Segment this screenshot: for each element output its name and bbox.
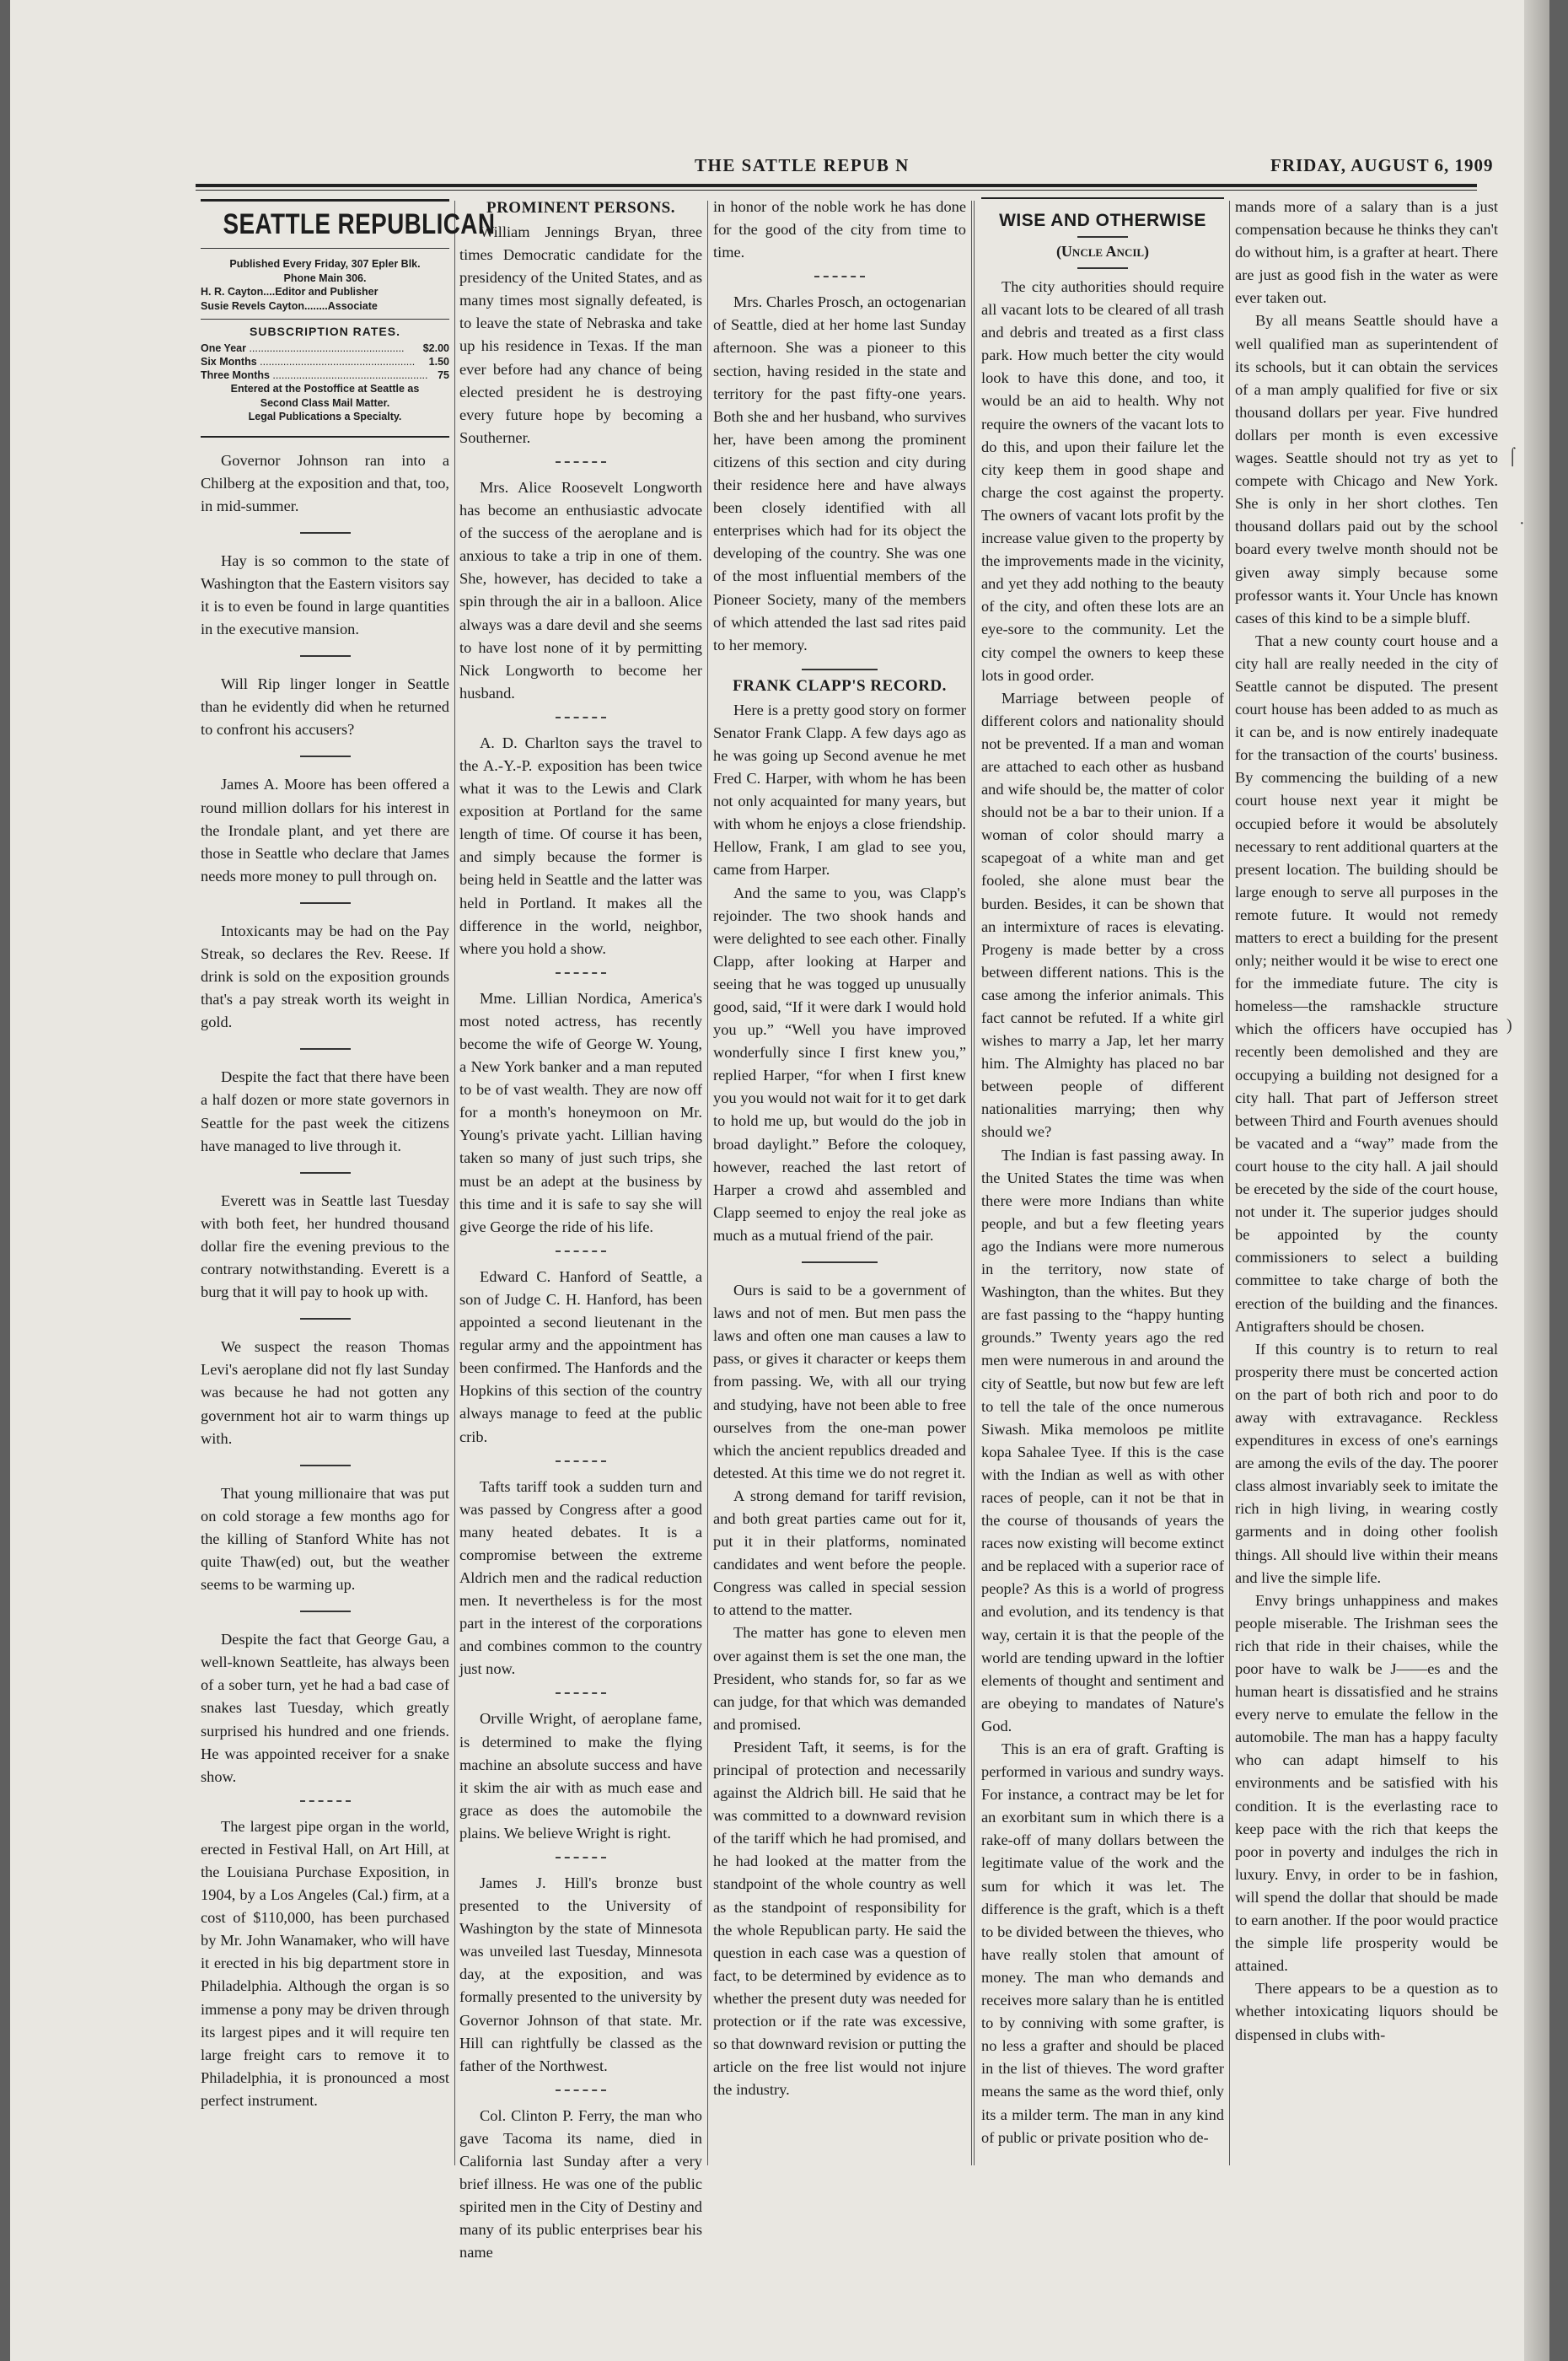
section-heading: PROMINENT PERSONS.	[486, 199, 675, 217]
phone-line: Phone Main 306.	[283, 272, 367, 284]
item-separator	[556, 1250, 606, 1252]
item-separator	[556, 1460, 606, 1462]
masthead-date: FRIDAY, AUGUST 6, 1909	[1270, 155, 1494, 175]
paragraph: A strong demand for tariff revision, and both great parties came out for it, put it in their platforms, nominated candidates and went before the people. Congress was called in special session to attend to the matter.	[713, 1487, 966, 1619]
pencil-mark-icon: ·	[1519, 514, 1525, 533]
paragraph: Ours is said to be a government of laws and not of men. But men pass the laws and often one man causes a law to pass, or gives it character or keeps them from passing. We, with all our trying and studying, have not been able to free ourselves from the one-man power which the ancient republics dreaded and detested. At this time we do not regret it.	[713, 1282, 966, 1482]
pencil-mark-icon: )	[1506, 1016, 1512, 1035]
paragraph: Everett was in Seattle last Tuesday with both feet, her hundred thousand dollar fire the evening previous to the contrary notwithstanding. Everett is a burg that it will pay to hook up with.	[201, 1191, 449, 1301]
section-heading: FRANK CLAPP'S RECORD.	[733, 676, 947, 695]
item-separator	[556, 1857, 606, 1858]
item-separator	[300, 1465, 351, 1466]
item-separator	[300, 1318, 351, 1320]
paragraph: And the same to you, was Clapp's rejoinder. The two shook hands and were delighted to see each other. Finally Clapp, after looking at Harper and seeing that he was togged up unusually good, said, “If it were dark I would hold you up.” “Well you have improved wonderfully since I first knew you,” replied Harper, “for when I first knew you you would not wait for it to get dark to hold me up, but would do the job in broad daylight.” Before the coloquey, however, reached the last retort of Harper a crowd ahd assembled and Clapp seemed to enjoy the real joke as much as a mutual friend of the pair.	[713, 884, 966, 1244]
associate-line: Susie Revels Cayton........Associate	[201, 299, 378, 312]
box-top-rule	[201, 199, 449, 202]
item-separator	[556, 1692, 606, 1694]
paragraph: Despite the fact that George Gau, a well-known Seattleite, has always been of a sober turn, yet he had a bad case of snakes last Tuesday, which greatly surprised his hundred and one friends. He was appointed receiver for a snake show.	[201, 1631, 449, 1785]
newspaper-page	[10, 0, 1549, 2361]
paragraph: By all means Seattle should have a well qualified man as superintendent of its schools, but it can obtain the services of a man amply qualified for five or six thousand dollars per year. Five hundred dollars per month is even excessive wages. Seattle should not try as yet to compete with Chicago and New York. She is only in her short clothes. Ten thousand dollars paid out by the school board every twelve month should not be given away simply because some professor wants it. Your Uncle has known cases of this kind to be a simple bluff.	[1235, 312, 1498, 627]
paragraph: James A. Moore has been offered a round million dollars for his interest in the Irondale plant, and yet there are those in Seattle who declare that James needs more money to pull through on.	[201, 776, 449, 885]
column-separator	[707, 201, 708, 2165]
masthead-title: THE SATTLE REPUB N	[695, 155, 910, 175]
column-5	[1235, 196, 1498, 2169]
masthead-rule-thick	[196, 184, 1477, 187]
rate-label: Three Months .....	[201, 368, 438, 382]
second-class-line: Second Class Mail Matter.	[260, 396, 390, 409]
item-separator	[556, 461, 606, 463]
section-heading: WISE AND OTHERWISE	[999, 211, 1206, 230]
paragraph: Mrs. Alice Roosevelt Longworth has become an enthusiastic advocate of the success of the aeroplane and is anxious to take a trip in one of them. She, however, has decided to take a spin through the air in a balloon. Alice always was a dare devil and she seems to have lost none of it by permitting Nick Longworth to become her husband.	[459, 478, 702, 702]
paragraph: James J. Hill's bronze bust presented to the University of Washington by the state of Minnesota was unveiled last Tuesday, Minnesota day, at the exposition, and was formally presented to the university by Governor Johnson of that state. Mr. Hill can rightfully be classed as the father of the Northwest.	[459, 1874, 702, 2074]
rate-row	[201, 342, 449, 355]
paragraph: Hay is so common to the state of Washington that the Eastern visitors say it is to even be found in large quantities in the executive mansion.	[201, 551, 449, 638]
column-1	[201, 196, 496, 2169]
item-separator	[814, 276, 865, 277]
item-separator	[802, 1261, 878, 1263]
rate-value: 1.50	[428, 356, 449, 368]
paragraph: The largest pipe organ in the world, erected in Festival Hall, on Art Hill, at the Louisiana Purchase Exposition, in 1904, by a Los Angeles (Cal.) firm, at a cost of $110,000, has been purchased by Mr. John Wanamaker, who will have it erected in his big department store in Philadelphia. Although the organ is so immense a pony may be driven through its largest pipes and it will require ten large freight cars to remove it to Philadelphia, it is pronounced a most perfect instrument.	[201, 1817, 449, 2109]
paragraph: The city authorities should require all vacant lots to be cleared of all trash and debris and treated as a first class park. How much better the city would look to have this done, and too, it would be an aid to health. Why not require the owners of the vacant lots to do this, and upon their failure let the city keep them in good shape and charge the cost against the property. The owners of vacant lots profit by the increase value given to the property by the improvements made in the vicinity, and yet they add nothing to the beauty of the city, and often these lots are an eye-sore to the community. Let the city compel the owners to keep these lots in good order.	[981, 278, 1224, 684]
heading-rule	[1077, 267, 1128, 269]
heading-rule	[1077, 236, 1128, 238]
paragraph: There appears to be a question as to whether intoxicating liquors should be dispensed in clubs with-	[1235, 1980, 1498, 2043]
paragraph: President Taft, it seems, is for the principal of protection and necessarily against the Aldrich bill. He said that he was committed to a downward revision of the tariff which he had promised, and he had looked at the matter from the standpoint of the whole country as well as the standpoint of responsibility for the whole Republican party. He said the question in each case was a question of fact, to be determined by evidence as to whether the present duty was needed for protection or if the rate was excessive, so that downward revision or putting the article on the free list would not injure the industry.	[713, 1738, 966, 2099]
page-edge-shadow	[1524, 0, 1549, 2361]
editor-line: H. R. Cayton....Editor and Publisher	[201, 286, 379, 298]
entered-line: Entered at the Postoffice at Seattle as	[230, 383, 420, 395]
rate-label: One Year .....	[201, 342, 423, 355]
paragraph: The matter has gone to eleven men over against them is set the one man, the President, who stands for, so far as we can judge, for that which was demanded and promised.	[713, 1624, 966, 1733]
paragraph: in honor of the noble work he has done for the good of the city from time to time.	[713, 198, 966, 261]
item-separator	[556, 972, 606, 974]
column-4	[981, 196, 1224, 2169]
paragraph: This is an era of graft. Grafting is performed in various and sundry ways. For instance, a contract may be let for an exorbitant sum in which there is a rake-off of many dollars between the legitimate value of the work and the sum for which it was let. The difference is the graft, which is a theft to be divided between the thieves, who have really stolen that amount of money. The man who demands and receives more salary than he is entitled to by conniving with some grafter, is no less a grafter and should be placed in the list of thieves. The word grafter means the same as the word thief, only its a milder term. The man in any kind of public or private position who de-	[981, 1740, 1224, 2146]
paragraph: Here is a pretty good story on former Senator Frank Clapp. A few days ago as he was going up Second avenue he met Fred C. Harper, with whom he has been not only acquainted for many years, but with whom he enjoys a close friendship. Hellow, Frank, I am glad to see you, came from Harper.	[713, 701, 966, 879]
paragraph: Intoxicants may be had on the Pay Streak, so declares the Rev. Reese. If drink is sold on the exposition grounds that's a pay streak worth its weight in gold.	[201, 922, 449, 1031]
rate-value: 75	[438, 369, 449, 381]
item-separator	[300, 902, 351, 904]
column-2	[459, 196, 702, 2262]
paragraph: Edward C. Hanford of Seattle, a son of Judge C. H. Hanford, has been appointed a second lieutenant in the regular army and the appointment has been confirmed. The Hanfords and the Hopkins of this section of the country always manage to feed at the public crib.	[459, 1267, 702, 1445]
paragraph: We suspect the reason Thomas Levi's aeroplane did not fly last Sunday was because he had not gotten any government hot air to warm things up with.	[201, 1338, 449, 1447]
box-rule	[201, 248, 449, 249]
paragraph: mands more of a salary than is a just compensation because he thinks they can't do without him, is a grafter at heart. There are just as good fish in the water as were ever taken out.	[1235, 198, 1498, 307]
published-line: Published Every Friday, 307 Epler Blk.	[229, 258, 421, 270]
item-separator	[300, 1611, 351, 1612]
paragraph: Col. Clinton P. Ferry, the man who gave Tacoma its name, died in California last Sunday after a very brief illness. He was one of the public spirited men in the City of Destiny and many of its public enterprises bear his name	[459, 2106, 702, 2262]
box-rule	[201, 319, 449, 320]
paragraph: That young millionaire that was put on cold storage a few months ago for the killing of Stanford White has not quite Thaw(ed) out, but the weather seems to be warming up.	[201, 1484, 449, 1594]
paragraph: Mme. Lillian Nordica, America's most noted actress, has recently become the wife of George W. Young, a New York banker and a man reputed to be of vast wealth. They are now off for a month's honeymoon on Mr. Young's private yacht. Lillian having taken so many of just such trips, she must be an adept at the business by this time and it is safe to say she will give George the ride of his life.	[459, 989, 702, 1235]
paragraph: William Jennings Bryan, three times Democratic candidate for the presidency of the United States, and as many times most signally defeated, is to leave the state of Nebraska and take up his residence in Texas. If the man ever before had any chance of being elected president he is destroying every future hope by becoming a Southerner.	[459, 223, 702, 446]
paragraph: Orville Wright, of aeroplane fame, is determined to make the flying machine an absolute success and have it skim the air with as much ease and grace as does the automobile the plains. We believe Wright is right.	[459, 1710, 702, 1842]
section-separator	[802, 669, 878, 670]
item-separator	[300, 1172, 351, 1174]
rate-row	[201, 368, 449, 382]
paragraph: Tafts tariff took a sudden turn and was passed by Congress after a good many heated debates. It is a compromise between the extreme Aldrich men and the radical reduction men. It nevertheless is for the most part in the interest of the corporations and combines common to the country just now.	[459, 1477, 702, 1678]
item-separator	[300, 1048, 351, 1050]
pencil-mark-icon: ⌠	[1507, 447, 1518, 465]
rate-label: Six Months .....	[201, 355, 429, 368]
paragraph: Despite the fact that there have been a half dozen or more state governors in Seattle for the past week the citizens have managed to live through it.	[201, 1068, 449, 1154]
paragraph: The Indian is fast passing away. In the United States the time was when there were more Indians than white people, and but a few fleeting years ago the Indians were more numerous in the territory, now state of Washington, than the whites. But they are fast passing to the “happy hunting grounds.” Twenty years ago the red men were numerous in and around the city of Seattle, but now but few are left to tell the tale of the once numerous Siwash. Mika memoloos pe mitlite kopa Sahalee Tyee. If this is the case with the Indian as well as with other races of people, can it not be that in the course of thousands of years the races now existing will become extinct and be replaced with a superior race of people? As this is a world of progress and evolution, and its tendency is that way, certain it is that the people of the world are tending upward in the loftier elements of thought and sentiment and are obeying to mandates of Nature's God.	[981, 1146, 1224, 1734]
item-separator	[300, 756, 351, 757]
legal-line: Legal Publications a Specialty.	[248, 411, 402, 422]
subscription-title: SUBSCRIPTION RATES.	[250, 325, 400, 338]
rate-row	[201, 355, 449, 368]
column-separator	[971, 201, 972, 2165]
item-separator	[556, 2089, 606, 2091]
item-separator	[556, 717, 606, 718]
paragraph: Marriage between people of different colors and nationality should not be prevented. If a man and woman are attached to each other as husband and wife should be, the matter of color should not be a bar to their union. If a woman of color should marry a scapegoat of a white man and get fooled, she alone must bear the burden. Besides, it can be shown that an intermixture of races is elevating. Progeny is made better by a cross between different nations. This is the case among the inferior animals. This fact cannot be refuted. If a white girl wishes to marry a Jap, let her marry him. The Almighty has placed no bar between people of different nationalities marrying; then why should we?	[981, 689, 1224, 1141]
paragraph: Envy brings unhappiness and makes people miserable. The Irishman sees the rich that ride in their chaises, while the poor have to walk be J——es and the human heart is dissatisfied and he strains every nerve to emulate the fellow in the automobile. The man has a happy faculty who can adapt himself to his environments and be satisfied with his condition. It is the everlasting race to keep pace with the rich that keeps the poor in poverty and indulges the rich in luxury. Envy, in order to be in fashion, will spend the dollar that should be made to earn another. If the poor would practice the simple life prosperity would be attained.	[1235, 1591, 1498, 1975]
column-separator	[454, 201, 455, 2165]
heading-top-rule	[981, 197, 1224, 199]
paragraph: Mrs. Charles Prosch, an octogenarian of Seattle, died at her home last Sunday afternoon. She was a pioneer to this section, having resided in the state and territory for the past fifty-one years. Both she and her husband, who survives her, have been among the prominent citizens of this section and city during their residence here and have always been closely identified with all enterprises which had for its object the developing of the country. She was one of the most influential members of the Pioneer Society, many of the members of which attended the last sad rites paid to her memory.	[713, 293, 966, 653]
column-3	[713, 196, 966, 2169]
column-separator	[1229, 201, 1230, 2165]
masthead	[10, 150, 1549, 184]
masthead-rule-thin	[196, 190, 1477, 191]
paragraph: A. D. Charlton says the travel to the A.-Y.-P. exposition has been twice what it was to the Lewis and Clark exposition at Portland for the same length of time. Of course it has been, and simply because the former is being held in Seattle and the latter was held in Portland. It makes all the difference in the world, neighbor, where you hold a show.	[459, 734, 702, 957]
box-bottom-rule	[201, 436, 449, 438]
item-separator	[300, 1800, 351, 1802]
rate-value: $2.00	[422, 342, 449, 354]
column-separator	[974, 201, 975, 2165]
paragraph: Will Rip linger longer in Seattle than he evidently did when he returned to confront his accusers?	[201, 675, 449, 739]
item-separator	[300, 532, 351, 534]
byline: (Uncle Ancil)	[1055, 243, 1150, 260]
paper-name: SEATTLE REPUBLICAN	[223, 208, 496, 240]
paragraph: If this country is to return to real prosperity there must be concerted action on the part of both rich and poor to do away with extravagance. Reckless expenditures in excess of one's earnings are among the evils of the day. The poorer class almost invariably seek to imitate the rich in high living, in wearing costly garments and in doing other foolish things. All should live within their means and live the simple life.	[1235, 1340, 1498, 1586]
item-separator	[300, 655, 351, 657]
paragraph: Governor Johnson ran into a Chilberg at the exposition and that, too, in mid-summer.	[201, 451, 449, 514]
paragraph: That a new county court house and a city hall are really needed in the city of Seattle cannot be disputed. The present court house has been added to as much as it can be, and is now entirely inadequate for the transaction of the courts' business. By commencing the building of a new court house next year it might be occupied before it would be absolutely necessary to rent additional quarters at the present location. The building should be large enough to serve all purposes in the remote future. It would not remedy matters to erect a building for the present only; neither would it be wise to erect one for the immediate future. The city is homeless—the ramshackle structure which the officers have occupied has recently been demolished and they are occupying a building not designed for a city hall. That part of Jefferson street between Third and Fourth avenues should be vacated and a “way” made from the court house to the city hall. A jail should be ereceted by the side of the court house, not under it. The superior judges should be appointed by the county commissioners to select a building committee to take charge of both the erection of the building and the finances. Antigrafters should be chosen.	[1235, 632, 1498, 1335]
